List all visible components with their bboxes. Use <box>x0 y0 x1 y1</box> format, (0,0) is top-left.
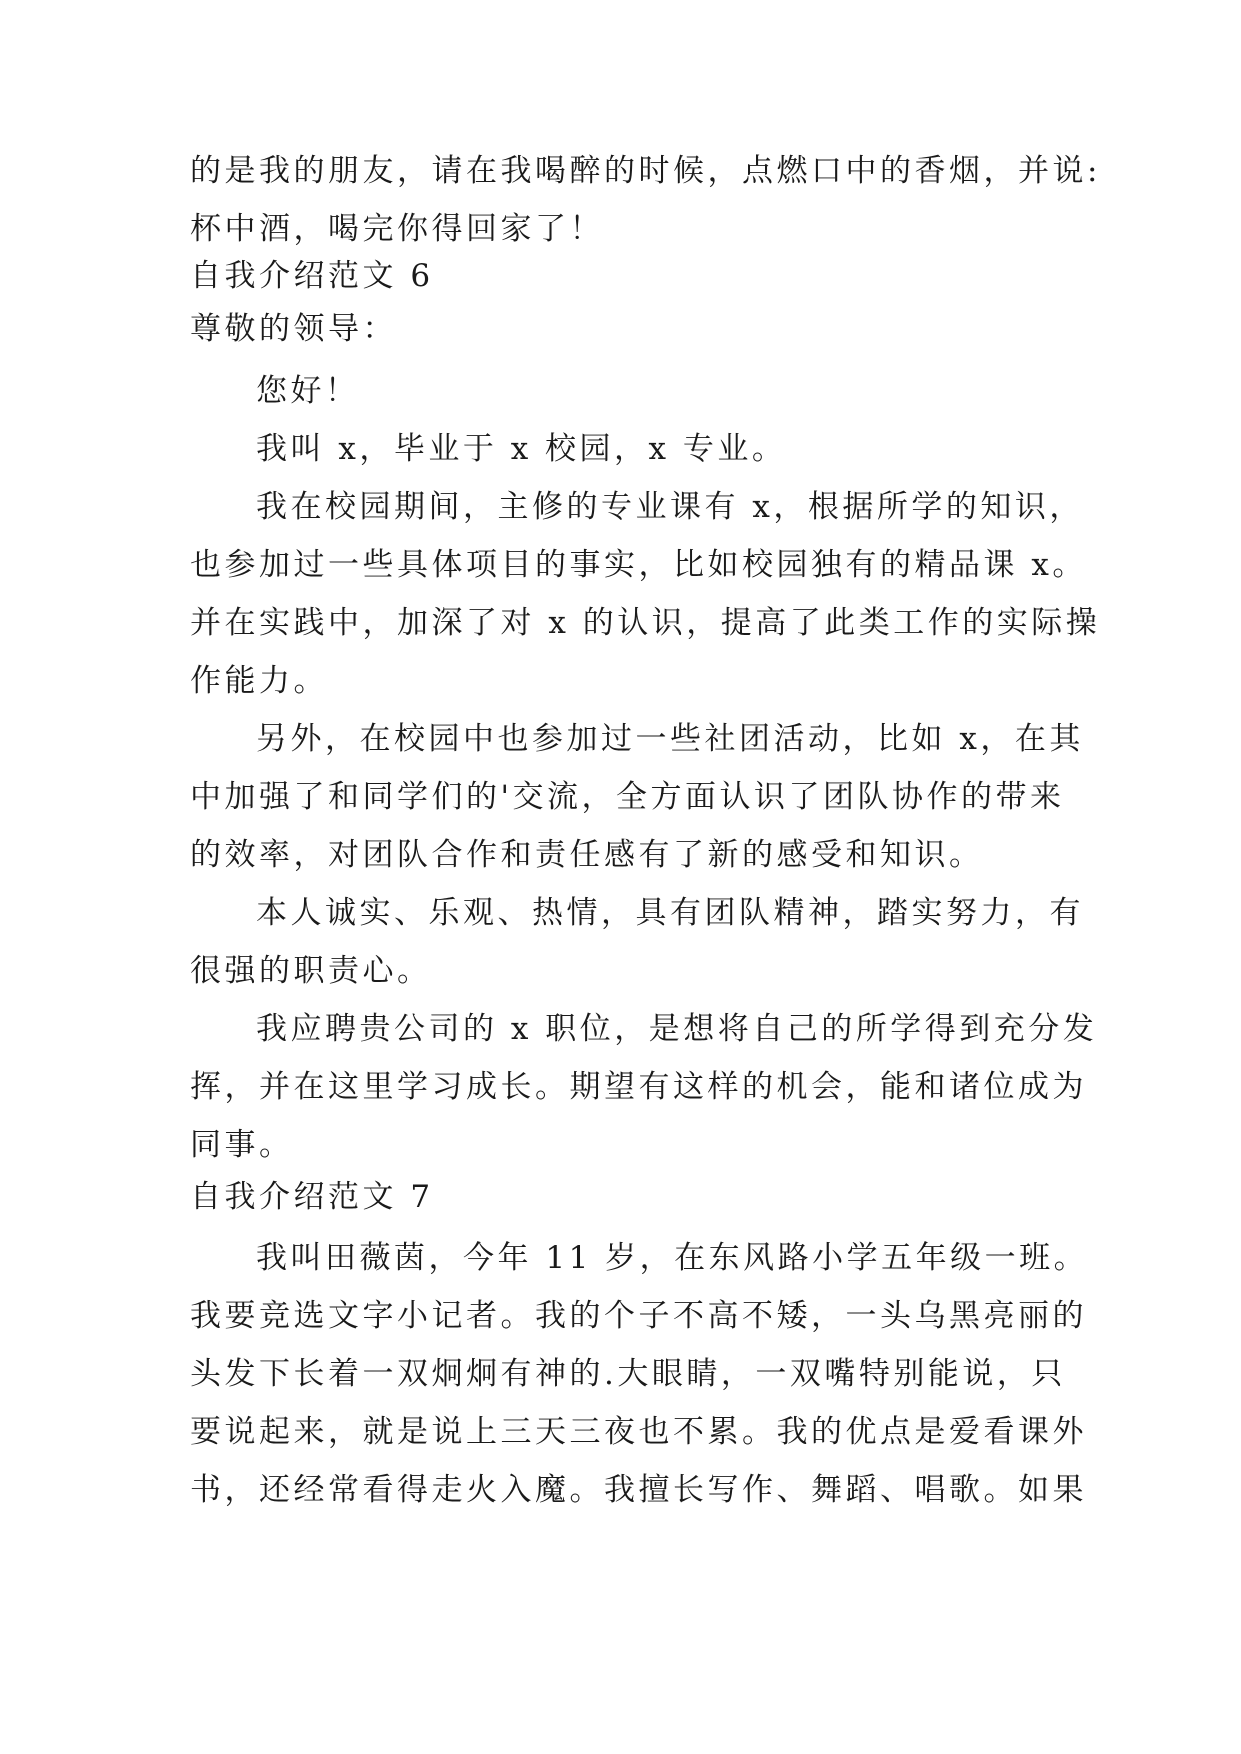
text-line: 我要竞选文字小记者。我的个子不高不矮，一头乌黑亮丽的 <box>190 1298 1087 1334</box>
text-line: 书，还经常看得走火入魔。我擅长写作、舞蹈、唱歌。如果 <box>190 1472 1087 1508</box>
salutation: 尊敬的领导： <box>190 311 397 347</box>
text-line: 同事。 <box>190 1127 294 1163</box>
greeting: 您好！ <box>256 373 360 409</box>
text-line: 的效率，对团队合作和责任感有了新的感受和知识。 <box>190 837 984 873</box>
text-line: 作能力。 <box>190 663 328 699</box>
text-line: 本人诚实、乐观、热情，具有团队精神，踏实努力，有 <box>256 895 1084 931</box>
text-line: 我在校园期间，主修的专业课有 x，根据所学的知识， <box>256 489 1084 525</box>
text-line: 另外，在校园中也参加过一些社团活动，比如 x，在其 <box>256 721 1084 757</box>
text-line: 要说起来，就是说上三天三夜也不累。我的优点是爱看课外 <box>190 1414 1087 1450</box>
text-line: 很强的职责心。 <box>190 953 432 989</box>
text-line: 我叫 x，毕业于 x 校园，x 专业。 <box>256 431 787 467</box>
text-line: 我应聘贵公司的 x 职位，是想将自己的所学得到充分发 <box>256 1011 1098 1047</box>
text-line: 头发下长着一双炯炯有神的.大眼睛，一双嘴特别能说，只 <box>190 1356 1066 1392</box>
text-line: 也参加过一些具体项目的事实，比如校园独有的精品课 x。 <box>190 547 1087 583</box>
text-line: 并在实践中，加深了对 x 的认识，提高了此类工作的实际操 <box>190 605 1101 641</box>
text-line: 杯中酒，喝完你得回家了！ <box>190 211 604 247</box>
section-heading: 自我介绍范文 7 <box>190 1179 434 1215</box>
text-line: 挥，并在这里学习成长。期望有这样的机会，能和诸位成为 <box>190 1069 1087 1105</box>
text-line: 的是我的朋友，请在我喝醉的时候，点燃口中的香烟，并说: <box>190 153 1101 189</box>
text-line: 中加强了和同学们的'交流，全方面认识了团队协作的带来 <box>190 779 1065 815</box>
section-heading: 自我介绍范文 6 <box>190 258 434 294</box>
text-line: 我叫田薇茵，今年 11 岁，在东风路小学五年级一班。 <box>256 1240 1089 1276</box>
